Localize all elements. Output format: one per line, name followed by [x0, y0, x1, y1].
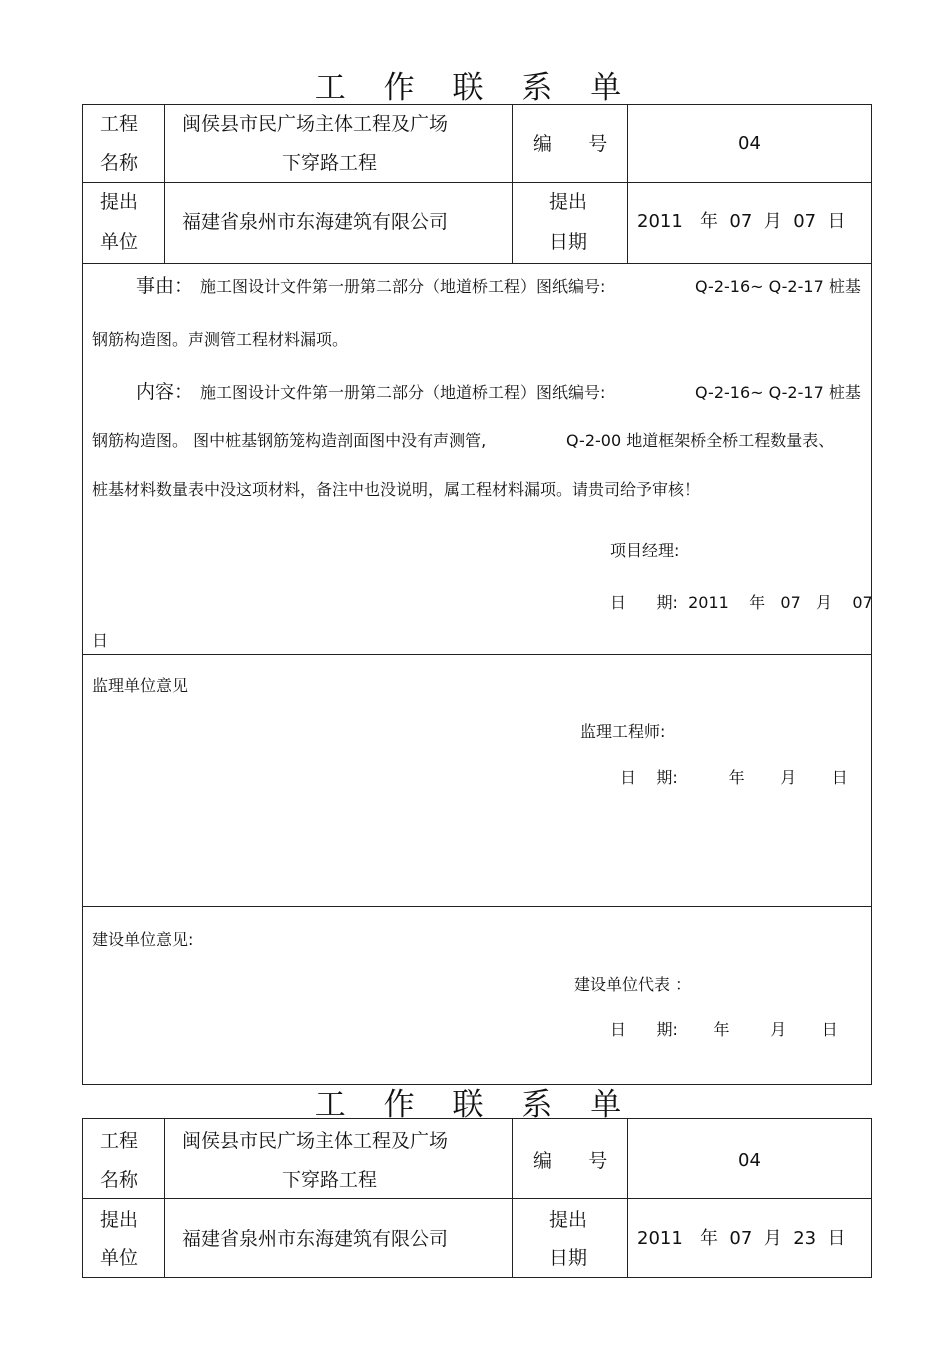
submit-unit-label: 单位 [100, 231, 139, 253]
project-name-label: 名称 [100, 152, 139, 174]
number-value: 04 [738, 133, 761, 154]
project-name-label: 工程 [100, 113, 139, 135]
manager-date: 日 期: 2011 年 07 月 07 [610, 593, 873, 612]
submit-unit-value: 福建省泉州市东海建筑有限公司 [182, 1228, 449, 1250]
row-divider [82, 182, 872, 183]
submit-date-value: 2011 年 07 月 23 日 [637, 1228, 846, 1249]
col-divider [164, 1118, 165, 1277]
reason-label: 事由： [136, 275, 194, 297]
supervisor-date: 日 期: 年 月 日 [620, 768, 848, 787]
content-text: 钢筋构造图。 图中桩基钢筋笼构造剖面图中没有声测管, [92, 431, 487, 450]
submit-date-label: 日期 [549, 231, 588, 253]
submit-unit-value: 福建省泉州市东海建筑有限公司 [182, 211, 449, 233]
project-name-value: 闽侯县市民广场主体工程及广场 [182, 1130, 449, 1152]
number-value: 04 [738, 1150, 761, 1171]
row-divider [82, 1198, 872, 1199]
form-title: 工 作 联 系 单 [314, 70, 636, 106]
supervisor-opinion-label: 监理单位意见 [92, 676, 189, 695]
content-text: Q-2-00 地道框架桥全桥工程数量表、 [566, 431, 835, 450]
col-divider [627, 104, 628, 263]
reason-text: 钢筋构造图。声测管工程材料漏项。 [92, 330, 349, 349]
submit-date-value: 2011 年 07 月 07 日 [637, 211, 846, 232]
submit-unit-label: 提出 [100, 191, 139, 213]
col-divider [512, 1118, 513, 1277]
row-divider [82, 654, 872, 655]
submit-unit-label: 提出 [100, 1209, 139, 1231]
owner-date: 日 期: 年 月 日 [610, 1020, 838, 1039]
owner-opinion-label: 建设单位意见: [92, 930, 194, 949]
number-label: 编 号 [533, 133, 608, 155]
content-label: 内容： [136, 381, 194, 403]
project-name-value: 闽侯县市民广场主体工程及广场 [182, 113, 449, 135]
project-name-value: 下穿路工程 [282, 152, 378, 174]
col-divider [164, 104, 165, 263]
submit-date-label: 提出 [549, 191, 588, 213]
reason-code: Q-2-16~ Q-2-17 桩基 [695, 277, 861, 296]
row-divider [82, 263, 872, 264]
reason-text: 施工图设计文件第一册第二部分（地道桥工程）图纸编号: [200, 277, 606, 296]
form-title: 工 作 联 系 单 [314, 1087, 636, 1123]
submit-date-label: 提出 [549, 1209, 588, 1231]
content-text: 桩基材料数量表中没这项材料，备注中也没说明，属工程材料漏项。请贵司给予审核！ [92, 480, 701, 499]
number-label: 编 号 [533, 1150, 608, 1172]
submit-date-label: 日期 [549, 1247, 588, 1269]
project-name-label: 工程 [100, 1130, 139, 1152]
row-divider [82, 906, 872, 907]
content-text: 施工图设计文件第一册第二部分（地道桥工程）图纸编号: [200, 383, 606, 402]
submit-unit-label: 单位 [100, 1247, 139, 1269]
manager-label: 项目经理: [610, 541, 680, 560]
col-divider [512, 104, 513, 263]
project-name-label: 名称 [100, 1169, 139, 1191]
supervisor-engineer-label: 监理工程师: [580, 722, 666, 741]
project-name-value: 下穿路工程 [282, 1169, 378, 1191]
col-divider [627, 1118, 628, 1277]
manager-date-tail: 日 [92, 631, 109, 650]
owner-rep-label: 建设单位代表 ： [574, 975, 692, 994]
content-code: Q-2-16~ Q-2-17 桩基 [695, 383, 861, 402]
